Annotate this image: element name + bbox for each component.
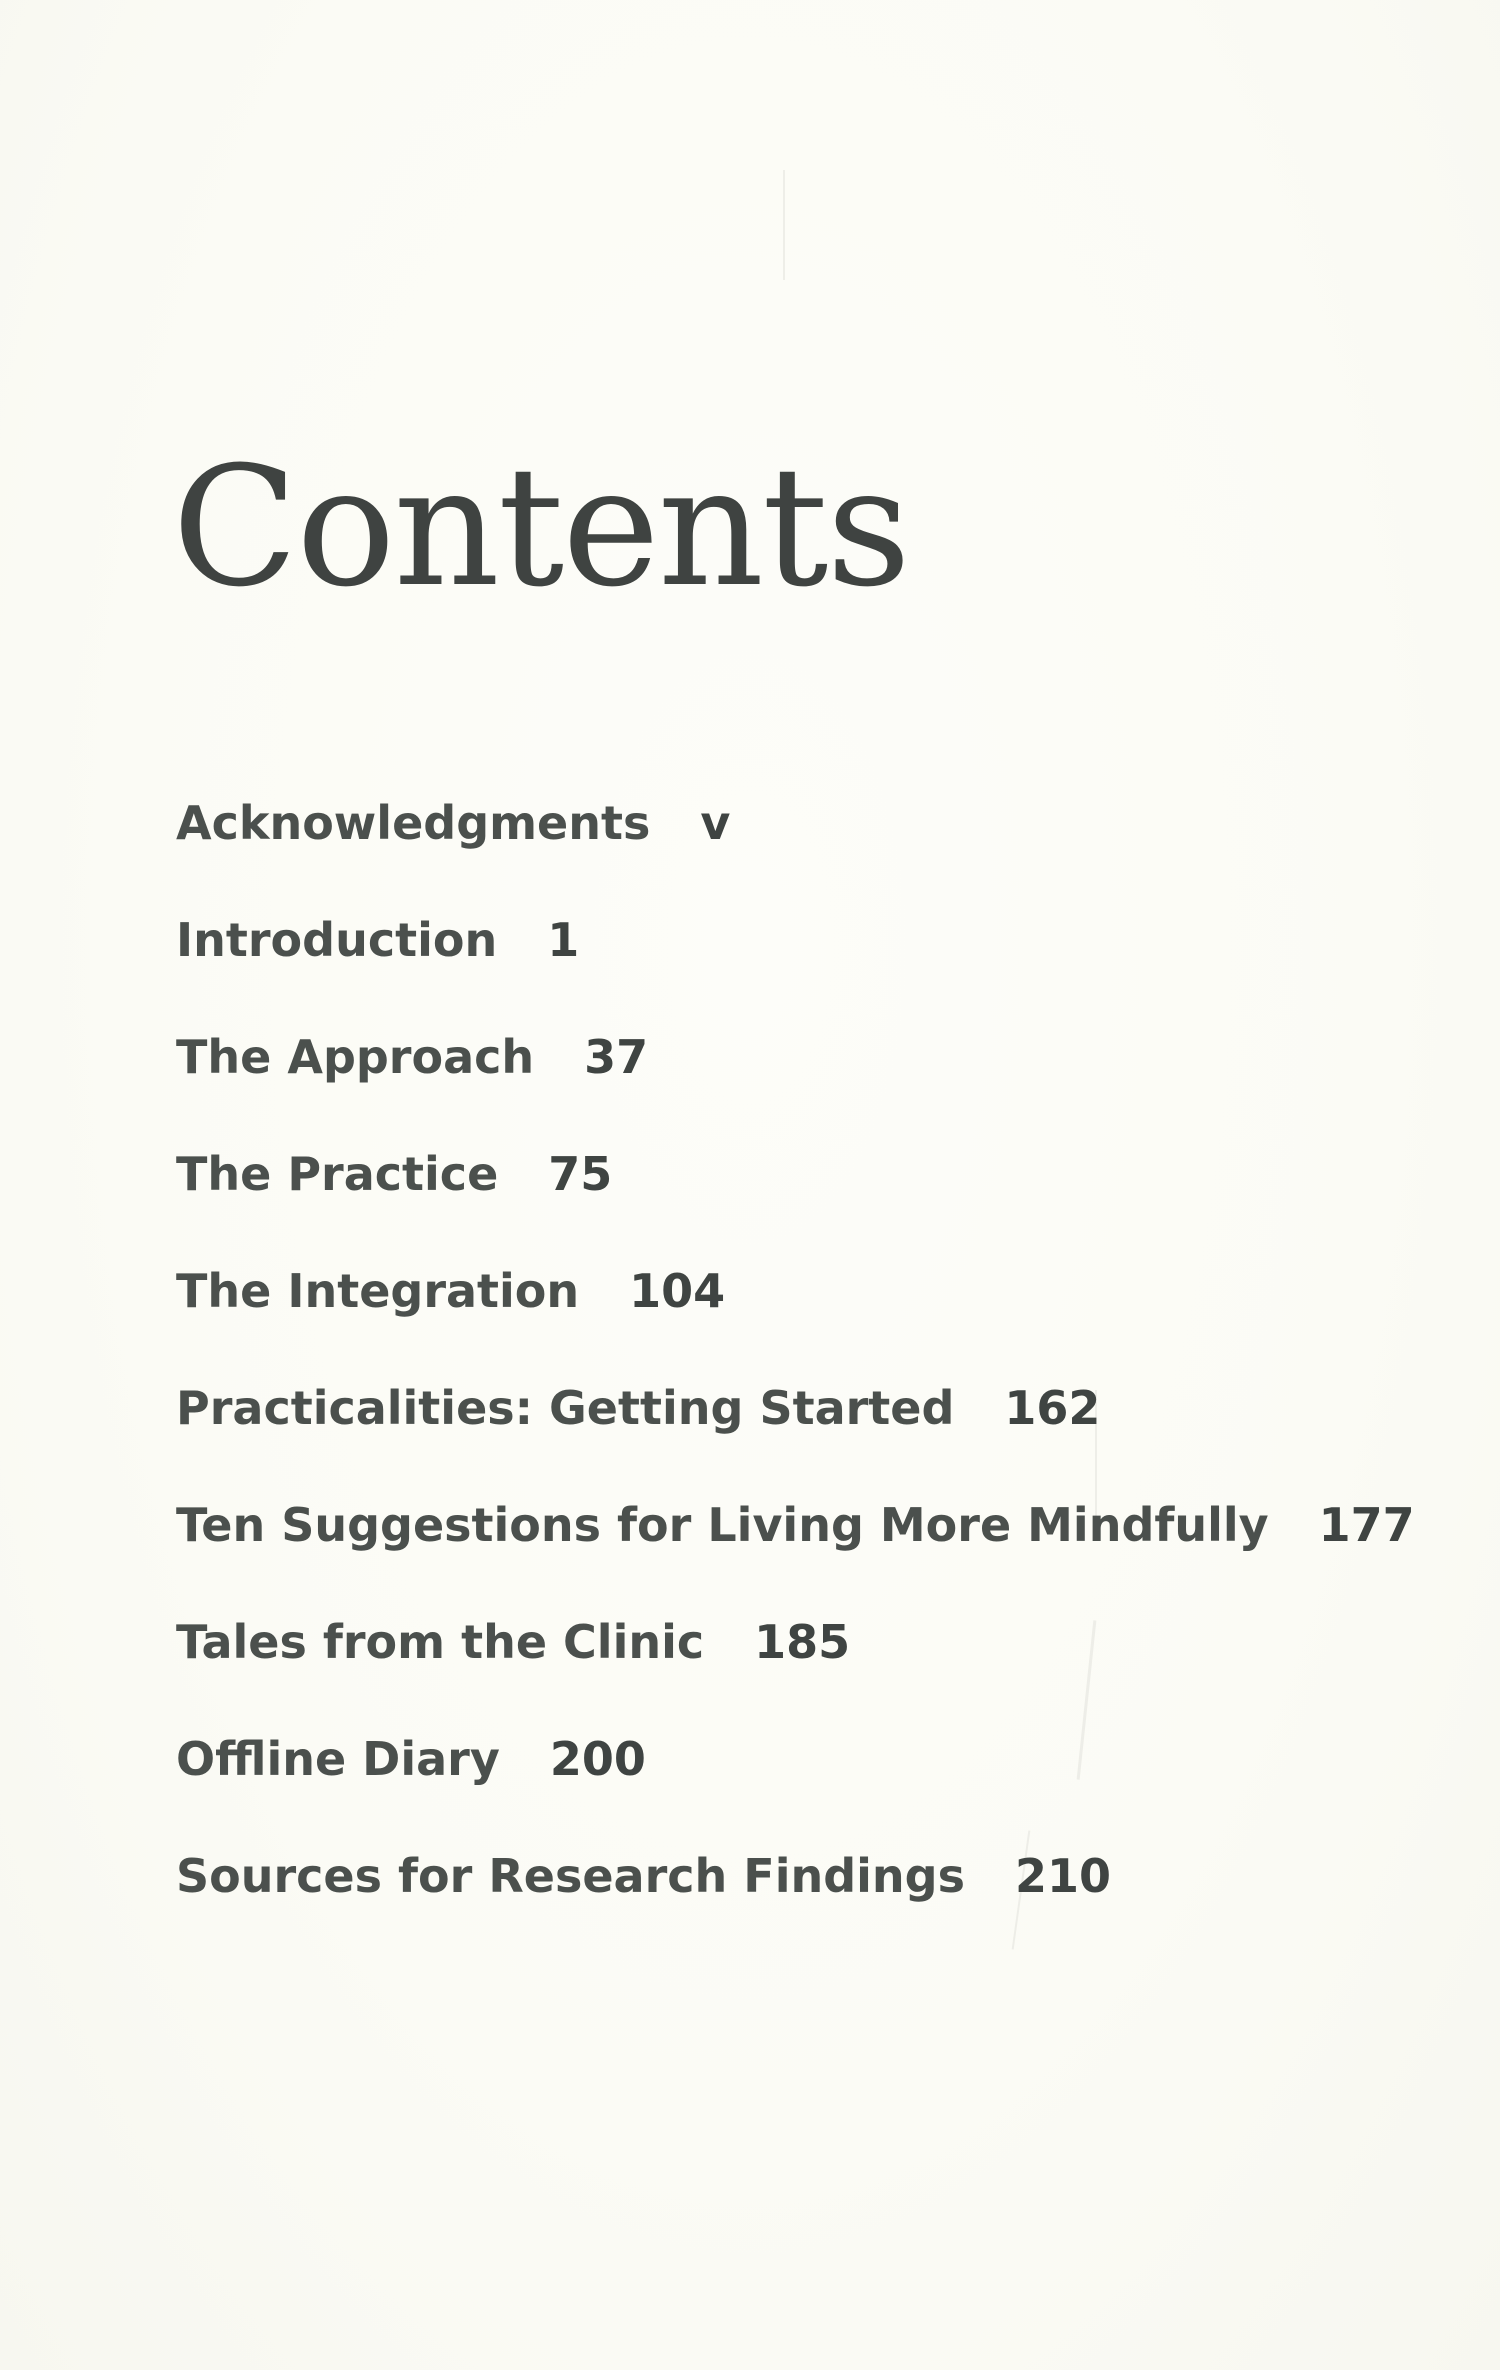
toc-entry-page-number: 104	[629, 1264, 726, 1318]
toc-entry-title: Sources for Research Findings	[176, 1849, 965, 1903]
toc-entry-title: The Approach	[176, 1030, 535, 1084]
toc-entry-page-number: 177	[1318, 1498, 1415, 1552]
toc-entry[interactable]	[176, 1373, 1376, 1490]
toc-entry[interactable]	[176, 1256, 1376, 1373]
toc-entry-title: Ten Suggestions for Living More Mindfully	[176, 1498, 1269, 1552]
toc-entry[interactable]	[176, 1724, 1376, 1841]
toc-entry-title: The Practice	[176, 1147, 499, 1201]
toc-entry[interactable]	[176, 905, 1376, 1022]
toc-entry-page-number: 162	[1004, 1381, 1101, 1435]
toc-entry-page-number: 210	[1015, 1849, 1112, 1903]
toc-entry-page-number: 75	[548, 1147, 613, 1201]
toc-entry-page-number: 185	[754, 1615, 851, 1669]
toc-entry-title: The Integration	[176, 1264, 580, 1318]
toc-entry-page-number: v	[700, 796, 731, 850]
scan-artifact-line	[783, 170, 785, 280]
toc-entry[interactable]	[176, 1607, 1376, 1724]
toc-entry[interactable]	[176, 788, 1376, 905]
toc-entry-title: Introduction	[176, 913, 498, 967]
toc-entry[interactable]	[176, 1841, 1376, 1958]
toc-entry-page-number: 200	[549, 1732, 646, 1786]
toc-entry[interactable]	[176, 1022, 1376, 1139]
toc-entry-page-number: 37	[584, 1030, 649, 1084]
page-title: Contents	[172, 431, 910, 623]
toc-entry-title: Tales from the Clinic	[176, 1615, 705, 1669]
table-of-contents	[176, 788, 1415, 1958]
toc-entry-page-number: 1	[547, 913, 580, 967]
toc-entry-title: Acknowledgments	[176, 796, 651, 850]
toc-entry[interactable]	[176, 1490, 1415, 1607]
toc-entry-title: Offline Diary	[176, 1732, 500, 1786]
toc-entry[interactable]	[176, 1139, 1376, 1256]
toc-entry-title: Practicalities: Getting Started	[176, 1381, 955, 1435]
